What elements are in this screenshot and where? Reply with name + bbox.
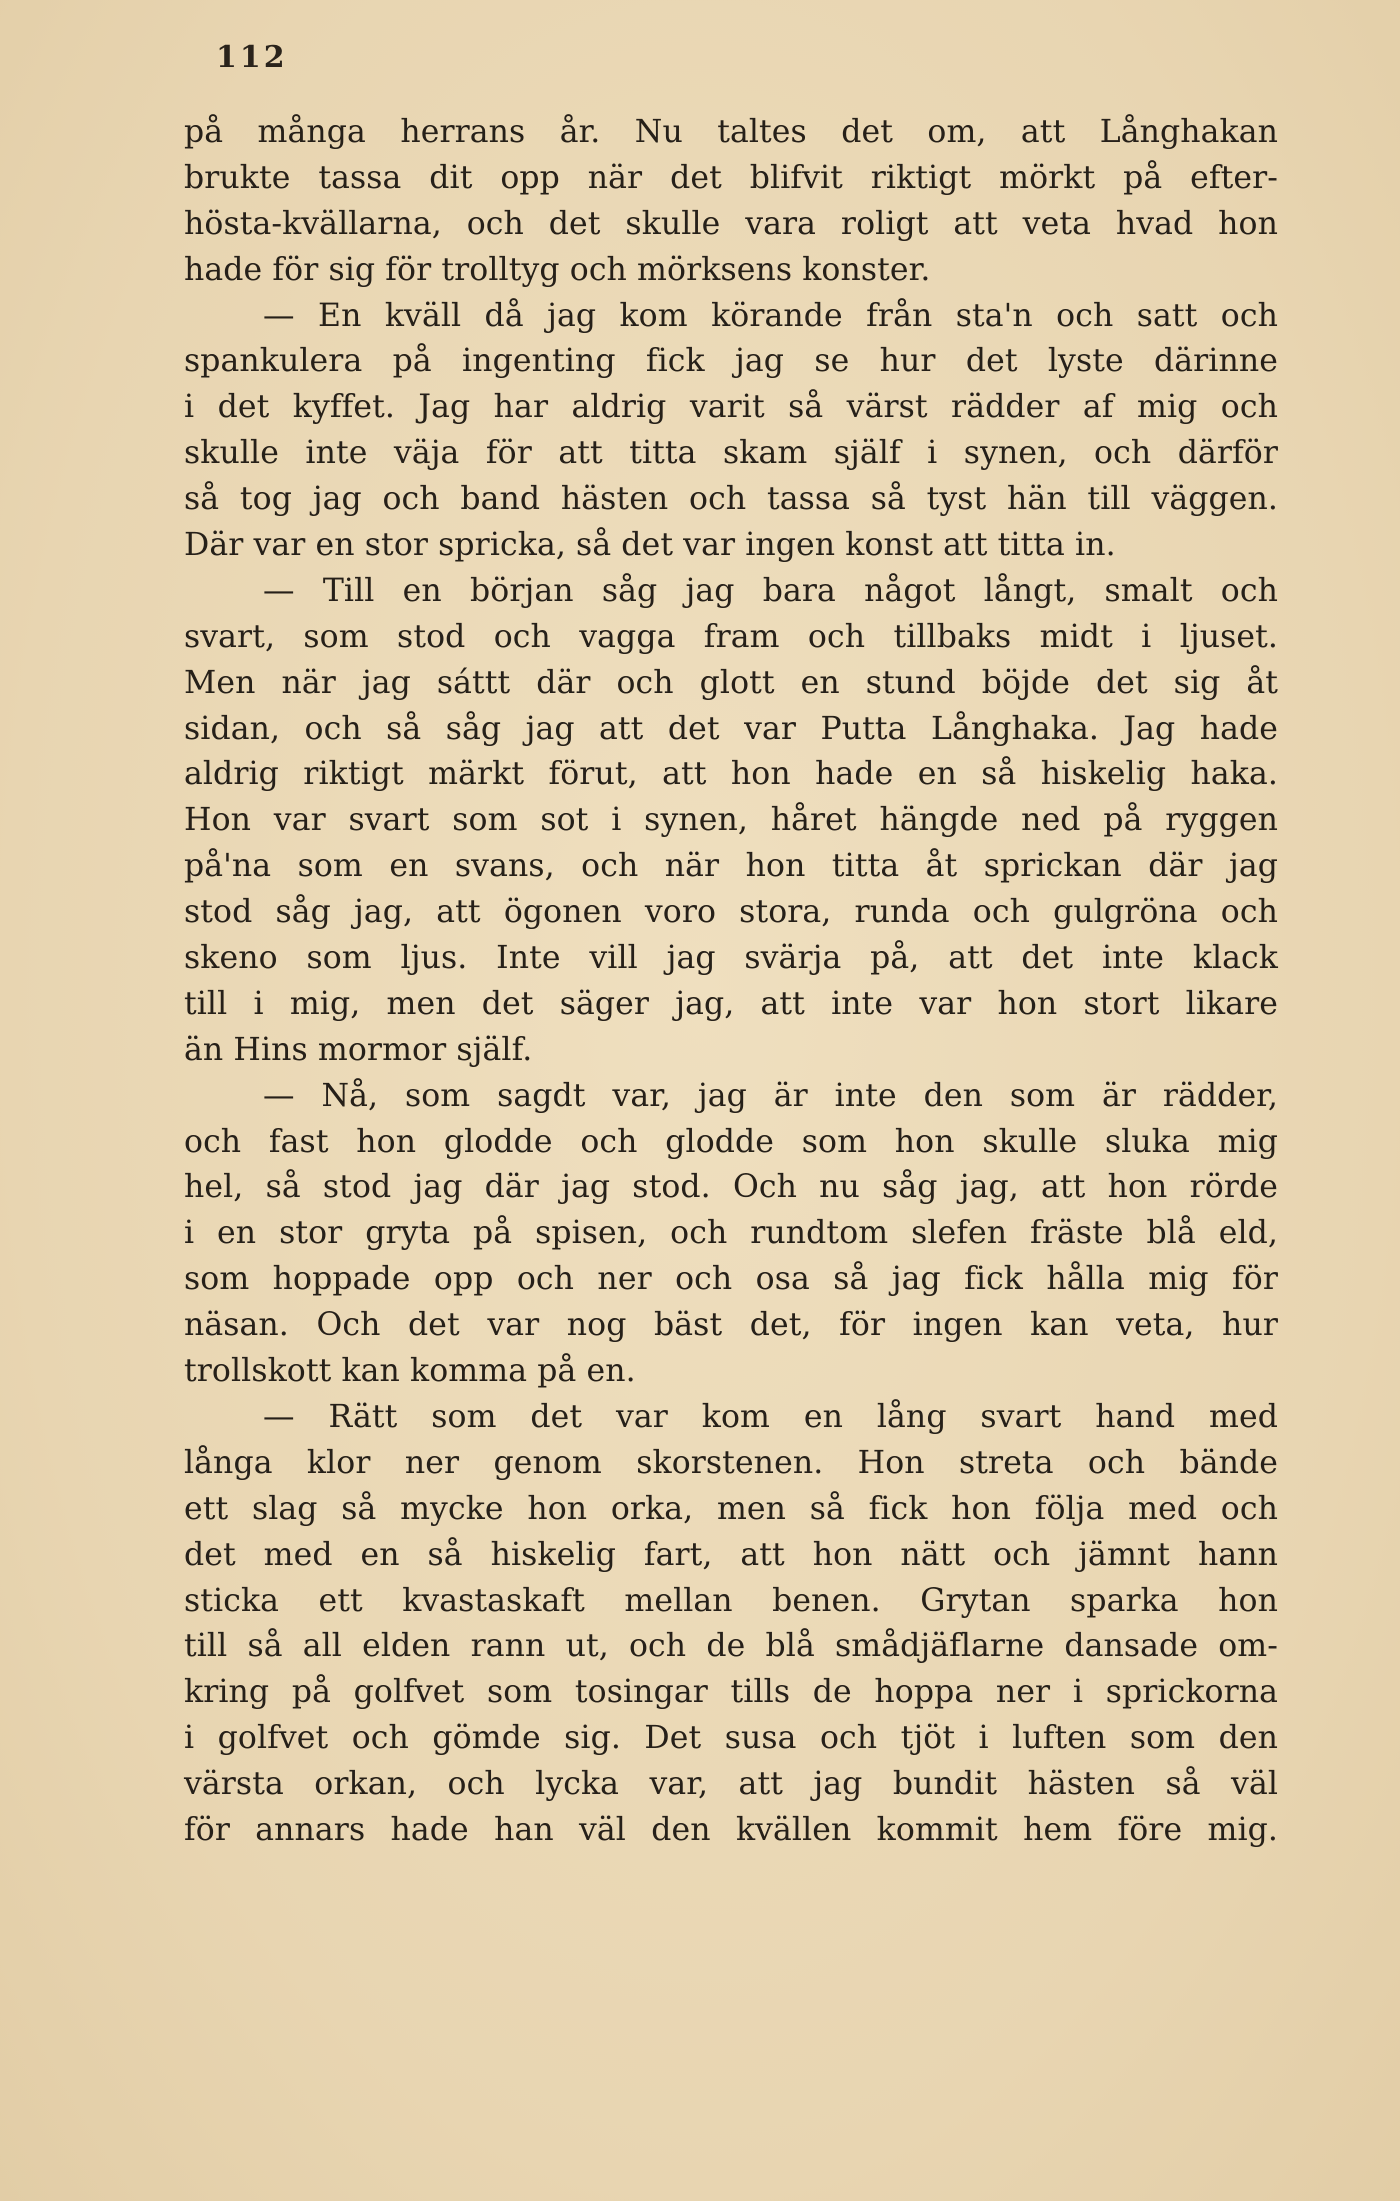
text-line: det med en så hiskelig fart, att hon nätt och jämnt hann <box>184 1536 1278 1573</box>
page-number: 112 <box>216 40 288 75</box>
text-line: som hoppade opp och ner och osa så jag fick hålla mig för <box>184 1261 1278 1298</box>
body-text <box>184 110 1278 1854</box>
text-line: hösta-kvällarna, och det skulle vara roligt att veta hvad hon <box>184 205 1278 242</box>
text-line: hel, så stod jag där jag stod. Och nu såg jag, att hon rörde <box>184 1169 1278 1206</box>
text-line: skeno som ljus. Inte vill jag svärja på, att det inte klack <box>184 940 1278 977</box>
text-line: brukte tassa dit opp när det blifvit riktigt mörkt på efter- <box>184 159 1278 196</box>
text-line: på'na som en svans, och när hon titta åt sprickan där jag <box>184 848 1278 885</box>
text-line: till i mig, men det säger jag, att inte var hon stort likare <box>184 985 1278 1022</box>
text-line: än Hins mormor själf. <box>184 1031 533 1068</box>
text-line: kring på golfvet som tosingar tills de hoppa ner i sprickorna <box>184 1674 1278 1711</box>
text-line: aldrig riktigt märkt förut, att hon hade en så hiskelig haka. <box>184 756 1278 793</box>
text-line: värsta orkan, och lycka var, att jag bundit hästen så väl <box>184 1766 1278 1803</box>
text-line: i det kyffet. Jag har aldrig varit så värst rädder af mig och <box>184 389 1278 426</box>
text-line: Hon var svart som sot i synen, håret hängde ned på ryggen <box>184 802 1278 839</box>
text-line: och fast hon glodde och glodde som hon skulle sluka mig <box>184 1123 1278 1160</box>
text-line: trollskott kan komma på en. <box>184 1353 636 1390</box>
text-line: svart, som stod och vagga fram och tillbaks midt i ljuset. <box>184 618 1278 655</box>
text-line: skulle inte väja för att titta skam själf i synen, och därför <box>184 435 1278 472</box>
text-line: Men när jag sáttt där och glott en stund böjde det sig åt <box>184 664 1278 701</box>
text-line: i golfvet och gömde sig. Det susa och tjöt i luften som den <box>184 1720 1278 1757</box>
paragraph-start-line: — Nå, som sagdt var, jag är inte den som är rädder, <box>263 1077 1278 1114</box>
paragraph-start-line: — Rätt som det var kom en lång svart hand med <box>263 1398 1278 1435</box>
text-line: långa klor ner genom skorstenen. Hon streta och bände <box>184 1444 1278 1481</box>
text-line: ett slag så mycke hon orka, men så fick hon följa med och <box>184 1490 1278 1527</box>
paragraph-start-line: — Till en början såg jag bara något långt, smalt och <box>263 572 1278 609</box>
text-line: stod såg jag, att ögonen voro stora, runda och gulgröna och <box>184 894 1278 931</box>
text-line: så tog jag och band hästen och tassa så tyst hän till väggen. <box>184 481 1278 518</box>
text-line: sidan, och så såg jag att det var Putta Långhaka. Jag hade <box>184 710 1278 747</box>
text-line: till så all elden rann ut, och de blå smådjäflarne dansade om- <box>184 1628 1278 1665</box>
text-line: sticka ett kvastaskaft mellan benen. Grytan sparka hon <box>184 1582 1278 1619</box>
text-line: Där var en stor spricka, så det var ingen konst att titta in. <box>184 527 1116 564</box>
text-line: näsan. Och det var nog bäst det, för ingen kan veta, hur <box>184 1307 1278 1344</box>
text-line: spankulera på ingenting fick jag se hur det lyste därinne <box>184 343 1278 380</box>
text-line: för annars hade han väl den kvällen kommit hem före mig. <box>184 1811 1278 1848</box>
text-line: på många herrans år. Nu taltes det om, att Långhakan <box>184 114 1278 150</box>
paragraph-start-line: — En kväll då jag kom körande från sta'n och satt och <box>263 297 1278 334</box>
text-line: i en stor gryta på spisen, och rundtom slefen fräste blå eld, <box>184 1215 1278 1252</box>
text-line: hade för sig för trolltyg och mörksens konster. <box>184 251 931 288</box>
